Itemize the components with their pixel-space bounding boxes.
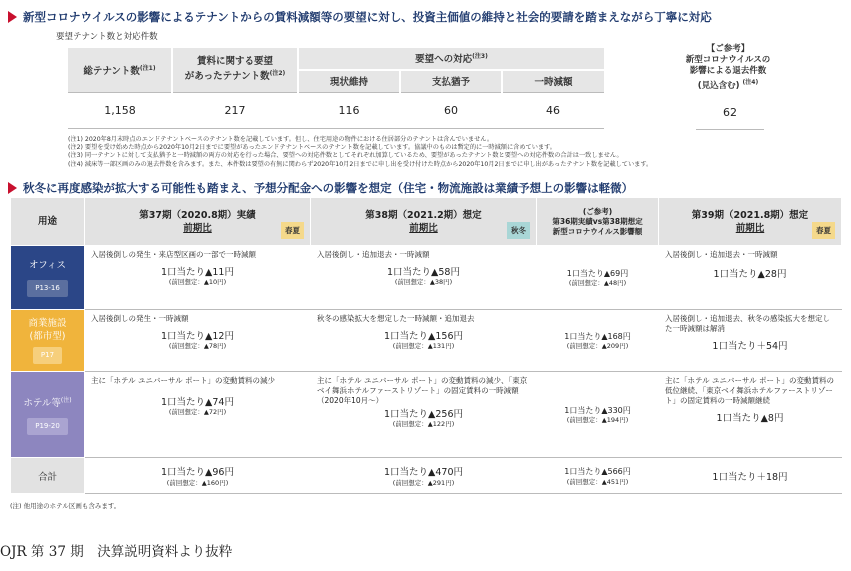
office-ref-amount: 1口当たり▲69円 [566, 268, 629, 278]
section-heading-2-text: 秋冬に再度感染が拡大する可能性も踏まえ、予想分配金への影響を想定（住宅・物流施設は業績予想上の影響は軽微） [23, 181, 634, 195]
hotel-p38-cell [311, 372, 537, 458]
col-total-label: 総テナント数 [83, 65, 140, 77]
office-p37-desc: 入居後倒しの発生・来店型区画の一部で一時減額 [91, 250, 256, 259]
hotel-p37-desc: 主に「ホテル ユニバーサル ポート」の変動賃料の減少 [91, 376, 276, 385]
retail-page-ref: P17 [33, 347, 62, 364]
col-request-tenants [172, 48, 298, 92]
office-page-ref: P13-16 [27, 280, 68, 297]
total-ref-cell [537, 458, 659, 494]
hotel-p37-amount: 1口当たり▲74円 [161, 397, 234, 408]
total-p39-amount: 1口当たり＋18円 [712, 471, 788, 483]
col-use-header: 用途 [11, 198, 85, 246]
group-header-label: 要望への対応 [415, 54, 473, 66]
office-p39-amount: 1口当たり▲28円 [713, 269, 787, 280]
hotel-p37-prev: (前回想定：▲72円) [168, 408, 227, 416]
col-period38-header [311, 198, 537, 246]
value-request-tenants: 217 [172, 92, 298, 128]
reference-title: 【ご参考】 [706, 44, 750, 54]
office-p38-amount: 1口当たり▲58円 [387, 267, 460, 278]
retail-p38-cell [311, 310, 537, 372]
season-badge-37: 春夏 [281, 222, 304, 239]
reference-line2: 影響による退去件数 [689, 66, 767, 76]
retail-p38-desc: 秋冬の感染拡大を想定した一時減額・追加退去 [317, 314, 475, 323]
hotel-label: ホテル等 [23, 398, 61, 410]
table-row [11, 310, 842, 372]
office-p37-cell [85, 246, 311, 310]
section-heading-2 [8, 180, 633, 196]
total-ref-prev: (前回想定：▲451円) [566, 477, 629, 486]
office-p38-prev: (前回想定：▲38円) [394, 278, 453, 286]
section-heading-1 [8, 9, 712, 25]
col-requests-line1: 賃料に関する要望 [196, 56, 273, 68]
total-p37-cell [85, 458, 311, 494]
office-ref-cell [537, 246, 659, 310]
period39-subtitle: 前期比 [735, 222, 765, 234]
retail-label-line1: 商業施設 [28, 318, 67, 329]
office-p39-desc: 入居後倒し・追加退去・一時減額 [665, 250, 778, 259]
group-response-header [298, 48, 604, 70]
hotel-p39-cell [659, 372, 842, 458]
hotel-p38-prev: (前回想定：▲122円) [392, 420, 455, 428]
triangle-marker-icon [8, 182, 17, 194]
season-badge-38: 秋冬 [507, 222, 530, 239]
reference-box [680, 44, 776, 92]
hotel-ref-amount: 1口当たり▲330円 [564, 405, 631, 415]
hotel-p39-desc: 主に「ホテル ユニバーサル ポート」の変動賃料の低位継続、「東京ベイ舞浜ホテルファーストリゾート」の固定賃料の一時減額継続 [665, 376, 835, 405]
hotel-page-ref: P19-20 [27, 418, 68, 435]
total-p38-cell [311, 458, 537, 494]
col-period37-header [85, 198, 311, 246]
col-requests-line2: があったテナント数 [184, 71, 270, 83]
retail-label-line2: (都市型) [29, 331, 66, 342]
row-header-total: 合計 [11, 458, 85, 494]
row-header-retail [11, 310, 85, 372]
total-p37-prev: (前回想定：▲160円) [166, 479, 229, 487]
hotel-p37-cell [85, 372, 311, 458]
hotel-ref-prev: (前回想定：▲194円) [566, 415, 629, 424]
value-defer: 60 [400, 92, 502, 128]
page-caption: OJR 第 37 期 決算説明資料より抜粋 [0, 544, 233, 560]
ref-header-line1: (ご参考) [582, 206, 613, 216]
period37-subtitle: 前期比 [183, 222, 212, 234]
retail-p38-prev: (前回想定：▲131円) [392, 342, 455, 350]
total-p38-prev: (前回想定：▲291円) [392, 479, 455, 487]
col-total-tenants [68, 48, 172, 92]
retail-p37-cell [85, 310, 311, 372]
table-row [11, 246, 842, 310]
value-total-tenants: 1,158 [68, 92, 172, 128]
triangle-marker-icon [8, 11, 17, 23]
retail-p39-desc: 入居後倒し・追加退去、秋冬の感染拡大を想定した一時減額は解消 [665, 314, 830, 333]
period38-title: 第38期（2021.2期）想定 [365, 209, 482, 221]
value-maintain: 116 [298, 92, 400, 128]
office-p37-prev: (前回想定：▲10円) [168, 278, 227, 286]
hotel-ref-cell [537, 372, 659, 458]
period39-title: 第39期（2021.8期）想定 [691, 209, 809, 221]
hotel-p38-amount: 1口当たり▲256円 [384, 409, 463, 420]
total-p37-amount: 1口当たり▲96円 [161, 467, 234, 478]
ref-header-line2: 第36期実績vs第38期想定 [552, 216, 643, 226]
total-p39-cell [659, 458, 842, 494]
period38-subtitle: 前期比 [409, 222, 438, 234]
season-badge-39: 春夏 [812, 222, 835, 239]
col-requests-note: (注2) [269, 70, 286, 78]
office-p39-cell [659, 246, 842, 310]
section-heading-1-text: 新型コロナウイルスの影響によるテナントからの賃料減額等の要望に対し、投資主価値の維持と社会的要請を踏まえながら丁寧に対応 [23, 10, 712, 24]
ref-header-line3: 新型コロナウイルス影響額 [552, 226, 643, 236]
table-row [11, 372, 842, 458]
retail-ref-prev: (前回想定：▲209円) [566, 341, 629, 350]
retail-p37-amount: 1口当たり▲12円 [161, 331, 234, 342]
office-label: オフィス [29, 259, 66, 271]
total-p38-amount: 1口当たり▲470円 [384, 467, 463, 478]
reference-line1: 新型コロナウイルスの [685, 55, 771, 65]
office-p38-cell [311, 246, 537, 310]
note-3: (注3) 同一テナントに対して支払猶予と一時減額の両方の対応を行った場合、要望への対応件数としてそれぞれ加算しているため、要望があったテナント数と要望への対応件数の合計は一致しません。 [68, 152, 623, 160]
retail-p37-desc: 入居後倒しの発生・一時減額 [91, 314, 189, 323]
period37-title: 第37期（2020.8期）実績 [139, 209, 256, 221]
note-2: (注2) 要望を受け始めた時点から2020年10月2日までに要望があったエンドテナントベースのテナント数を記載しています。協議中のものは暫定的に一時減額に含めています。 [68, 144, 556, 152]
col-maintain: 現状維持 [298, 70, 400, 92]
retail-p38-amount: 1口当たり▲156円 [384, 331, 463, 342]
reference-note: (注4) [742, 79, 759, 86]
table1-subtitle: 要望テナント数と対応件数 [56, 32, 158, 42]
reference-value: 62 [696, 96, 764, 130]
impact-table [10, 197, 842, 494]
table2-footnote: (注) 他用途のホテル区画も含みます。 [10, 502, 121, 510]
col-reference-header [537, 198, 659, 246]
col-total-note: (注1) [139, 64, 156, 72]
hotel-label-note: (注) [60, 396, 72, 404]
table-row [11, 458, 842, 494]
retail-p37-prev: (前回想定：▲78円) [168, 342, 227, 350]
col-period39-header [659, 198, 842, 246]
col-defer: 支払猶予 [400, 70, 502, 92]
office-p37-amount: 1口当たり▲11円 [161, 267, 234, 278]
col-reduce: 一時減額 [502, 70, 604, 92]
row-header-office [11, 246, 85, 310]
office-ref-prev: (前回想定：▲48円) [568, 278, 627, 287]
value-reduce: 46 [502, 92, 604, 128]
tenant-request-table [68, 48, 604, 129]
note-4: (注4) 減床等一部区画のみの退去件数を含みます。また、本件数は要望の有無に関わらず2020年10月2日までに申し出を受け付けた時点から2020年10月2日までに申し出があったテナント数を記載しています。 [68, 160, 653, 168]
note-1: (注1) 2020年8月末時点のエンドテナントベースのテナント数を記載しています。但し、住宅用途の物件における住居部分のテナントは含んでいません。 [68, 136, 494, 143]
retail-ref-amount: 1口当たり▲168円 [564, 331, 631, 341]
hotel-p38-desc: 主に「ホテル ユニバーサル ポート」の変動賃料の減少、「東京ベイ舞浜ホテルファーストリゾート」の固定賃料の一時減額（2020年10月～） [317, 376, 528, 405]
hotel-p39-amount: 1口当たり▲8円 [716, 413, 784, 424]
total-ref-amount: 1口当たり▲566円 [564, 466, 631, 476]
office-p38-desc: 入居後倒し・追加退去・一時減額 [317, 250, 430, 259]
table1-notes [68, 136, 652, 169]
retail-p39-cell [659, 310, 842, 372]
group-header-note: (注3) [472, 53, 488, 61]
retail-p39-amount: 1口当たり＋54円 [712, 341, 788, 352]
retail-ref-cell [537, 310, 659, 372]
row-header-hotel [11, 372, 85, 458]
reference-line3: (見込含む) [697, 80, 740, 91]
